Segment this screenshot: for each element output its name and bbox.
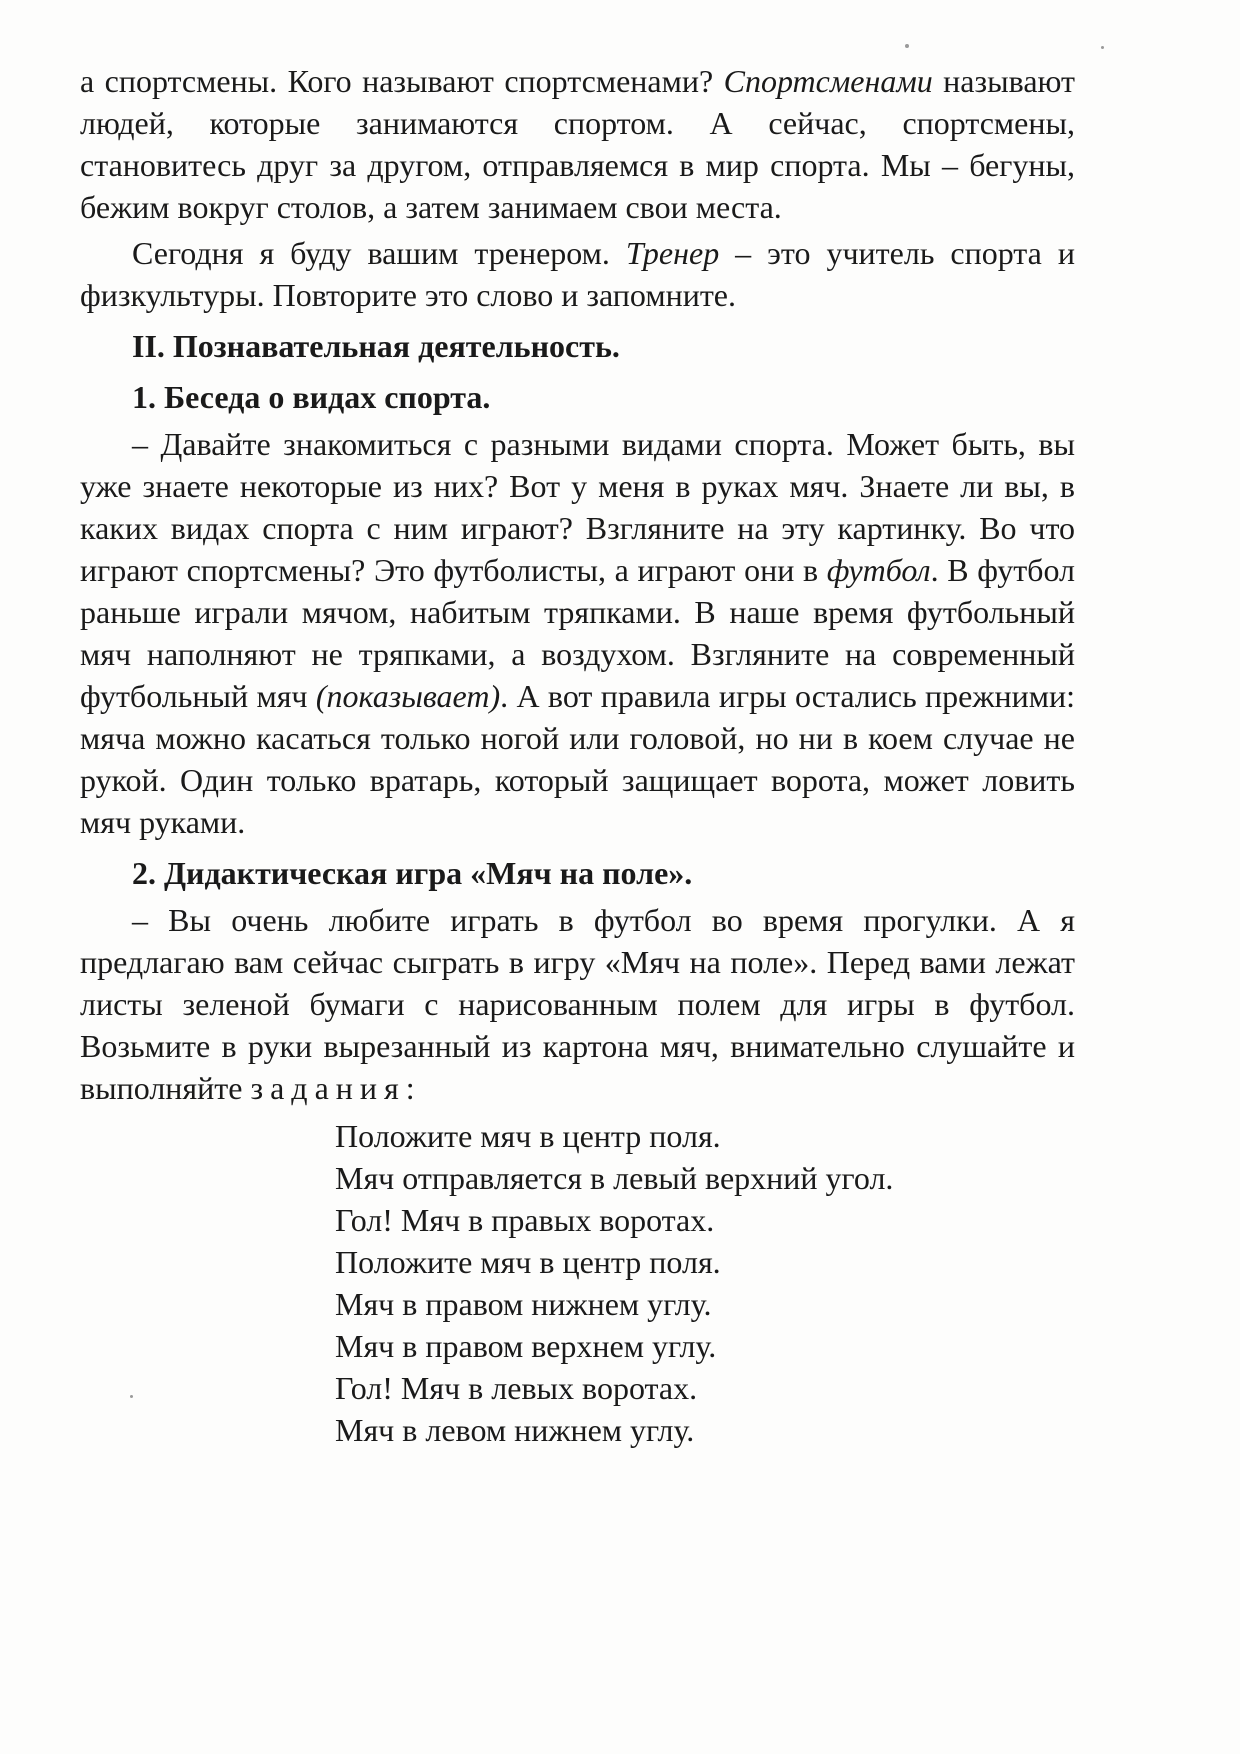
task-item: Гол! Мяч в правых воротах. [335,1202,715,1238]
paragraph-3: – Давайте знакомиться с разными видами спорта. Может быть, вы уже знаете некоторые из них? Вот у меня в руках мяч. Знаете ли вы, в каких видах спорта с ним играют? Взгляните на эту картинку. Во что играют спортсмены? Это футболисты, а играют они в футбол. В футбол раньше играли мячом, набитым тряпками. В наше время футбольный мяч наполняют не тряпками, а воздухом. Взгляните на современный футбольный мяч (показывает). А вот правила игры остались прежними: мяча можно касаться только ногой или головой, но ни в коем случае не рукой. Один только вратарь, который защищает ворота, может ловить мяч руками. [80,426,1076,840]
text-block [80,60,1075,1451]
paragraph-1: а спортсмены. Кого называют спортсменами? Спортсменами называют людей, которые занимаются спортом. А сейчас, спортсмены, становитесь друг за другом, отправляемся в мир спорта. Мы – бегуны, бежим вокруг столов, а затем занимаем свои места. [80,63,1076,225]
task-item: Мяч в правом нижнем углу. [335,1286,712,1322]
section-heading: II. Познавательная деятельность. [132,328,620,364]
task-item: Мяч отправляется в левый верхний угол. [335,1160,894,1196]
scan-speck [905,44,909,48]
paragraph-4: – Вы очень любите играть в футбол во время прогулки. А я предлагаю вам сейчас сыграть в игру «Мяч на поле». Перед вами лежат листы зеленой бумаги с нарисованным полем для игры в футбол. Возьмите в руки вырезанный из картона мяч, внимательно слушайте и выполняйте задания: [80,902,1075,1106]
task-item: Положите мяч в центр поля. [335,1244,721,1280]
subsection-heading-2: 2. Дидактическая игра «Мяч на поле». [132,855,693,891]
subsection-heading-1: 1. Беседа о видах спорта. [132,379,491,415]
scan-speck [1101,46,1104,49]
term-football: футбол [826,552,931,588]
paragraph-2: Сегодня я буду вашим тренером. Тренер – это учитель спорта и физкультуры. Повторите это слово и запомните. [80,235,1076,313]
term-coach: Тренер [625,235,720,271]
task-item: Мяч в левом нижнем углу. [335,1412,695,1448]
task-list [80,1115,1075,1451]
task-item: Гол! Мяч в левых воротах. [335,1370,698,1406]
task-item: Мяч в правом верхнем углу. [335,1328,717,1364]
stage-remark: (показывает) [315,678,501,714]
spaced-word: задания [250,1070,406,1106]
task-item: Положите мяч в центр поля. [335,1118,721,1154]
term-athletes: Спортсменами [723,63,933,99]
